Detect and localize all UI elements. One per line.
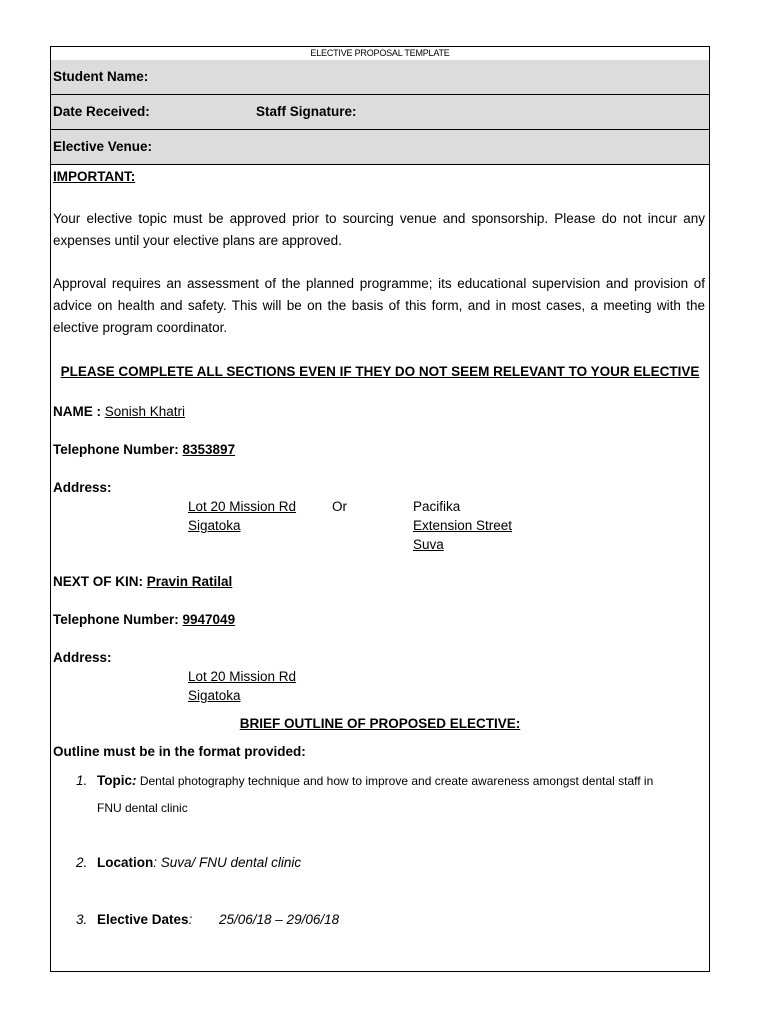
kin-phone-label: Telephone Number: xyxy=(53,612,183,627)
kin-address-label: Address: xyxy=(53,650,112,665)
outline-format-note: Outline must be in the format provided: xyxy=(53,744,306,759)
name-label: NAME : xyxy=(53,404,105,419)
dates-line: Elective Dates: xyxy=(97,912,193,927)
kin-address-line2: Sigatoka xyxy=(188,688,241,703)
topic-line-1: Topic: Dental photography technique and how to improve and create awareness amongst dental staff in xyxy=(97,773,654,788)
proposal-form xyxy=(50,46,710,972)
item-number: 1. xyxy=(76,773,88,788)
elective-venue-row[interactable] xyxy=(51,130,709,165)
kin-name-value: Pravin Ratilal xyxy=(146,574,233,589)
date-signature-row[interactable] xyxy=(51,95,709,130)
kin-phone-value: 9947049 xyxy=(182,612,236,627)
complete-all-notice: PLEASE COMPLETE ALL SECTIONS EVEN IF THEY DO NOT SEEM RELEVANT TO YOUR ELECTIVE xyxy=(60,364,700,379)
location-value: Suva/ FNU dental clinic xyxy=(157,855,302,870)
address2-line2: Extension Street xyxy=(413,518,513,533)
address1-line2: Sigatoka xyxy=(188,518,241,533)
location-line: Location: Suva/ FNU dental clinic xyxy=(97,855,302,870)
staff-signature-label: Staff Signature: xyxy=(256,104,357,119)
student-name-line xyxy=(53,404,185,419)
topic-value-1: Dental photography technique and how to improve and create awareness amongst dental staff in xyxy=(136,774,654,788)
kin-phone-line xyxy=(53,612,235,627)
student-address-label: Address: xyxy=(53,480,112,495)
student-phone-line xyxy=(53,442,235,457)
form-title: ELECTIVE PROPOSAL TEMPLATE xyxy=(51,47,709,61)
topic-value-2: FNU dental clinic xyxy=(97,801,188,815)
address1-line1: Lot 20 Mission Rd xyxy=(188,499,297,514)
student-name-row[interactable] xyxy=(51,60,709,95)
date-received-label: Date Received: xyxy=(53,104,150,119)
outline-item-dates: 3. xyxy=(76,912,88,927)
student-name-label: Student Name: xyxy=(53,69,149,84)
important-paragraph-1: Your elective topic must be approved prior to sourcing venue and sponsorship. Please do not incur any expenses until your elective plans are approved. xyxy=(53,211,705,248)
address-or: Or xyxy=(332,499,347,514)
outline-item-location: 2. xyxy=(76,855,88,870)
kin-name-line xyxy=(53,574,232,589)
address2-line1: Pacifika xyxy=(413,499,461,514)
outline-heading: BRIEF OUTLINE OF PROPOSED ELECTIVE: xyxy=(239,716,521,731)
student-phone-value: 8353897 xyxy=(182,442,236,457)
important-paragraph-2: Approval requires an assessment of the planned programme; its educational supervision and provision of advice on health and safety. This will be on the basis of this form, and in most cases, a meeting with the elective program coordinator. xyxy=(53,276,705,335)
kin-label: NEXT OF KIN: xyxy=(53,574,147,589)
topic-label: Topic xyxy=(97,773,132,788)
location-label: Location xyxy=(97,855,154,870)
phone-label: Telephone Number: xyxy=(53,442,183,457)
kin-address-line1: Lot 20 Mission Rd xyxy=(188,669,297,684)
student-name-value: Sonish Khatri xyxy=(104,404,186,419)
important-heading: IMPORTANT: xyxy=(53,169,136,184)
address2-line3: Suva xyxy=(413,537,444,552)
elective-venue-label: Elective Venue: xyxy=(53,139,153,154)
dates-label: Elective Dates xyxy=(97,912,189,927)
dates-value: 25/06/18 – 29/06/18 xyxy=(219,912,340,927)
outline-item-topic xyxy=(76,773,87,788)
